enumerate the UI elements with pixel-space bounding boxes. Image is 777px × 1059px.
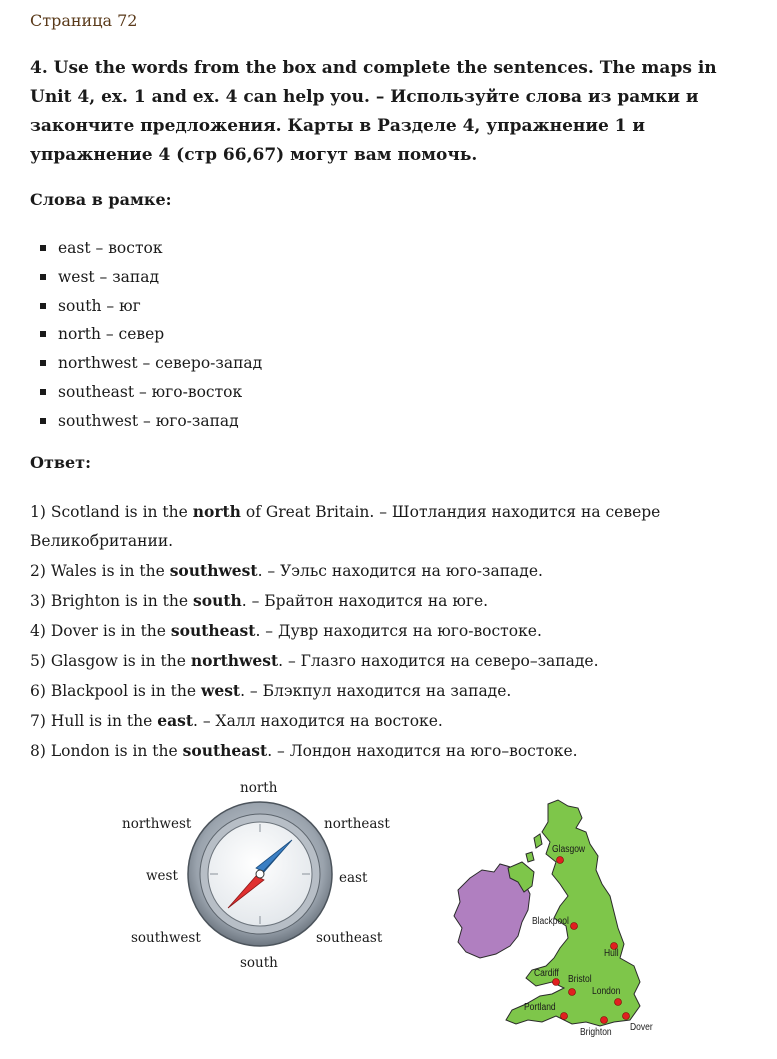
- compass-label-north: north: [240, 780, 278, 796]
- bullet-icon: [40, 418, 46, 424]
- answer-item: [30, 586, 750, 616]
- word-item-label: east – восток: [58, 239, 163, 257]
- list-item: [40, 234, 262, 263]
- word-item-label: southeast – юго-восток: [58, 382, 243, 401]
- answer-text: . – Блэкпул находится на западе.: [240, 682, 512, 700]
- answer-item: [30, 497, 750, 556]
- answer-text: 2) Wales is in the: [30, 562, 170, 580]
- word-item-label: south – юг: [58, 296, 141, 315]
- city-label-portland: Portland: [524, 1002, 556, 1013]
- answer-text: . – Дувр находится на юго-востоке.: [255, 622, 542, 640]
- answer-item: [30, 646, 750, 676]
- list-item: [40, 407, 262, 436]
- compass-label-east: east: [339, 870, 368, 886]
- answer-item: [30, 736, 750, 766]
- answer-text: of Great Britain. – Шотландия находится на севере Великобритании.: [30, 503, 661, 550]
- answer-keyword: east: [157, 711, 193, 730]
- list-item: [40, 320, 262, 349]
- answer-item: [30, 676, 750, 706]
- list-item: [40, 292, 262, 321]
- city-label-london: London: [592, 986, 621, 997]
- answer-list: [30, 497, 750, 766]
- compass-label-west: west: [146, 868, 178, 884]
- answer-text: 1) Scotland is in the: [30, 503, 193, 521]
- word-item-label: southwest – юго-запад: [58, 411, 239, 430]
- answer-text: . – Уэльс находится на юго-западе.: [257, 562, 543, 580]
- answer-text: 7) Hull is in the: [30, 712, 158, 730]
- answer-text: . – Глазго находится на северо–западе.: [278, 652, 599, 670]
- list-item: [40, 349, 262, 378]
- city-label-glasgow: Glasgow: [552, 844, 586, 855]
- bullet-icon: [40, 303, 46, 309]
- word-box-list: [40, 234, 262, 436]
- answer-item: [30, 556, 750, 586]
- answer-item: [30, 706, 750, 736]
- city-label-dover: Dover: [630, 1022, 653, 1033]
- answer-text: 3) Brighton is in the: [30, 592, 193, 610]
- compass-label-northeast: northeast: [324, 816, 390, 832]
- answer-text: . – Брайтон находится на юге.: [241, 592, 489, 610]
- answer-keyword: northwest: [190, 651, 279, 670]
- word-item-label: northwest – северо-запад: [58, 354, 263, 373]
- city-label-brighton: Brighton: [580, 1027, 612, 1038]
- answer-keyword: southeast: [170, 621, 256, 640]
- bullet-icon: [40, 389, 46, 395]
- compass-label-northwest: northwest: [122, 816, 192, 832]
- answer-keyword: southwest: [169, 561, 258, 580]
- compass-illustration: [110, 772, 410, 972]
- answer-keyword: south: [193, 591, 242, 610]
- answer-text: 4) Dover is in the: [30, 622, 171, 640]
- bullet-icon: [40, 274, 46, 280]
- answer-keyword: west: [200, 681, 241, 700]
- bullet-icon: [40, 331, 46, 337]
- answer-title: Ответ:: [30, 453, 91, 472]
- word-item-label: west – запад: [58, 267, 160, 286]
- task-instruction: 4. Use the words from the box and complete the sentences. The maps in Unit 4, ex. 1 and ex. 4 can help you. – Используйте слова из рамки и закончите предложения. Карты в Разделе 4, упражнение 1 и упражнение 4 (стр 66,67) могут вам помочь.: [30, 58, 717, 165]
- answer-keyword: southeast: [182, 741, 268, 760]
- answer-text: . – Халл находится на востоке.: [193, 712, 443, 730]
- city-label-bristol: Bristol: [568, 974, 592, 985]
- list-item: [40, 378, 262, 407]
- word-box-title: Слова в рамке:: [30, 190, 172, 209]
- answer-text: 6) Blackpool is in the: [30, 682, 201, 700]
- answer-item: [30, 616, 750, 646]
- list-item: [40, 263, 262, 292]
- word-item-label: north – север: [58, 325, 165, 344]
- answer-keyword: north: [192, 502, 241, 521]
- city-label-hull: Hull: [604, 948, 619, 959]
- answer-text: 8) London is in the: [30, 742, 183, 760]
- bullet-icon: [40, 245, 46, 251]
- compass-label-south: south: [240, 955, 278, 971]
- city-label-blackpool: Blackpool: [532, 916, 569, 927]
- city-label-cardiff: Cardiff: [534, 968, 559, 979]
- answer-text: . – Лондон находится на юго–востоке.: [267, 742, 578, 760]
- britain-map: [430, 798, 670, 1043]
- answer-text: 5) Glasgow is in the: [30, 652, 191, 670]
- compass-label-southeast: southeast: [316, 930, 383, 946]
- compass-label-southwest: southwest: [131, 930, 201, 946]
- bullet-icon: [40, 360, 46, 366]
- page-number-label: Страница 72: [30, 11, 138, 30]
